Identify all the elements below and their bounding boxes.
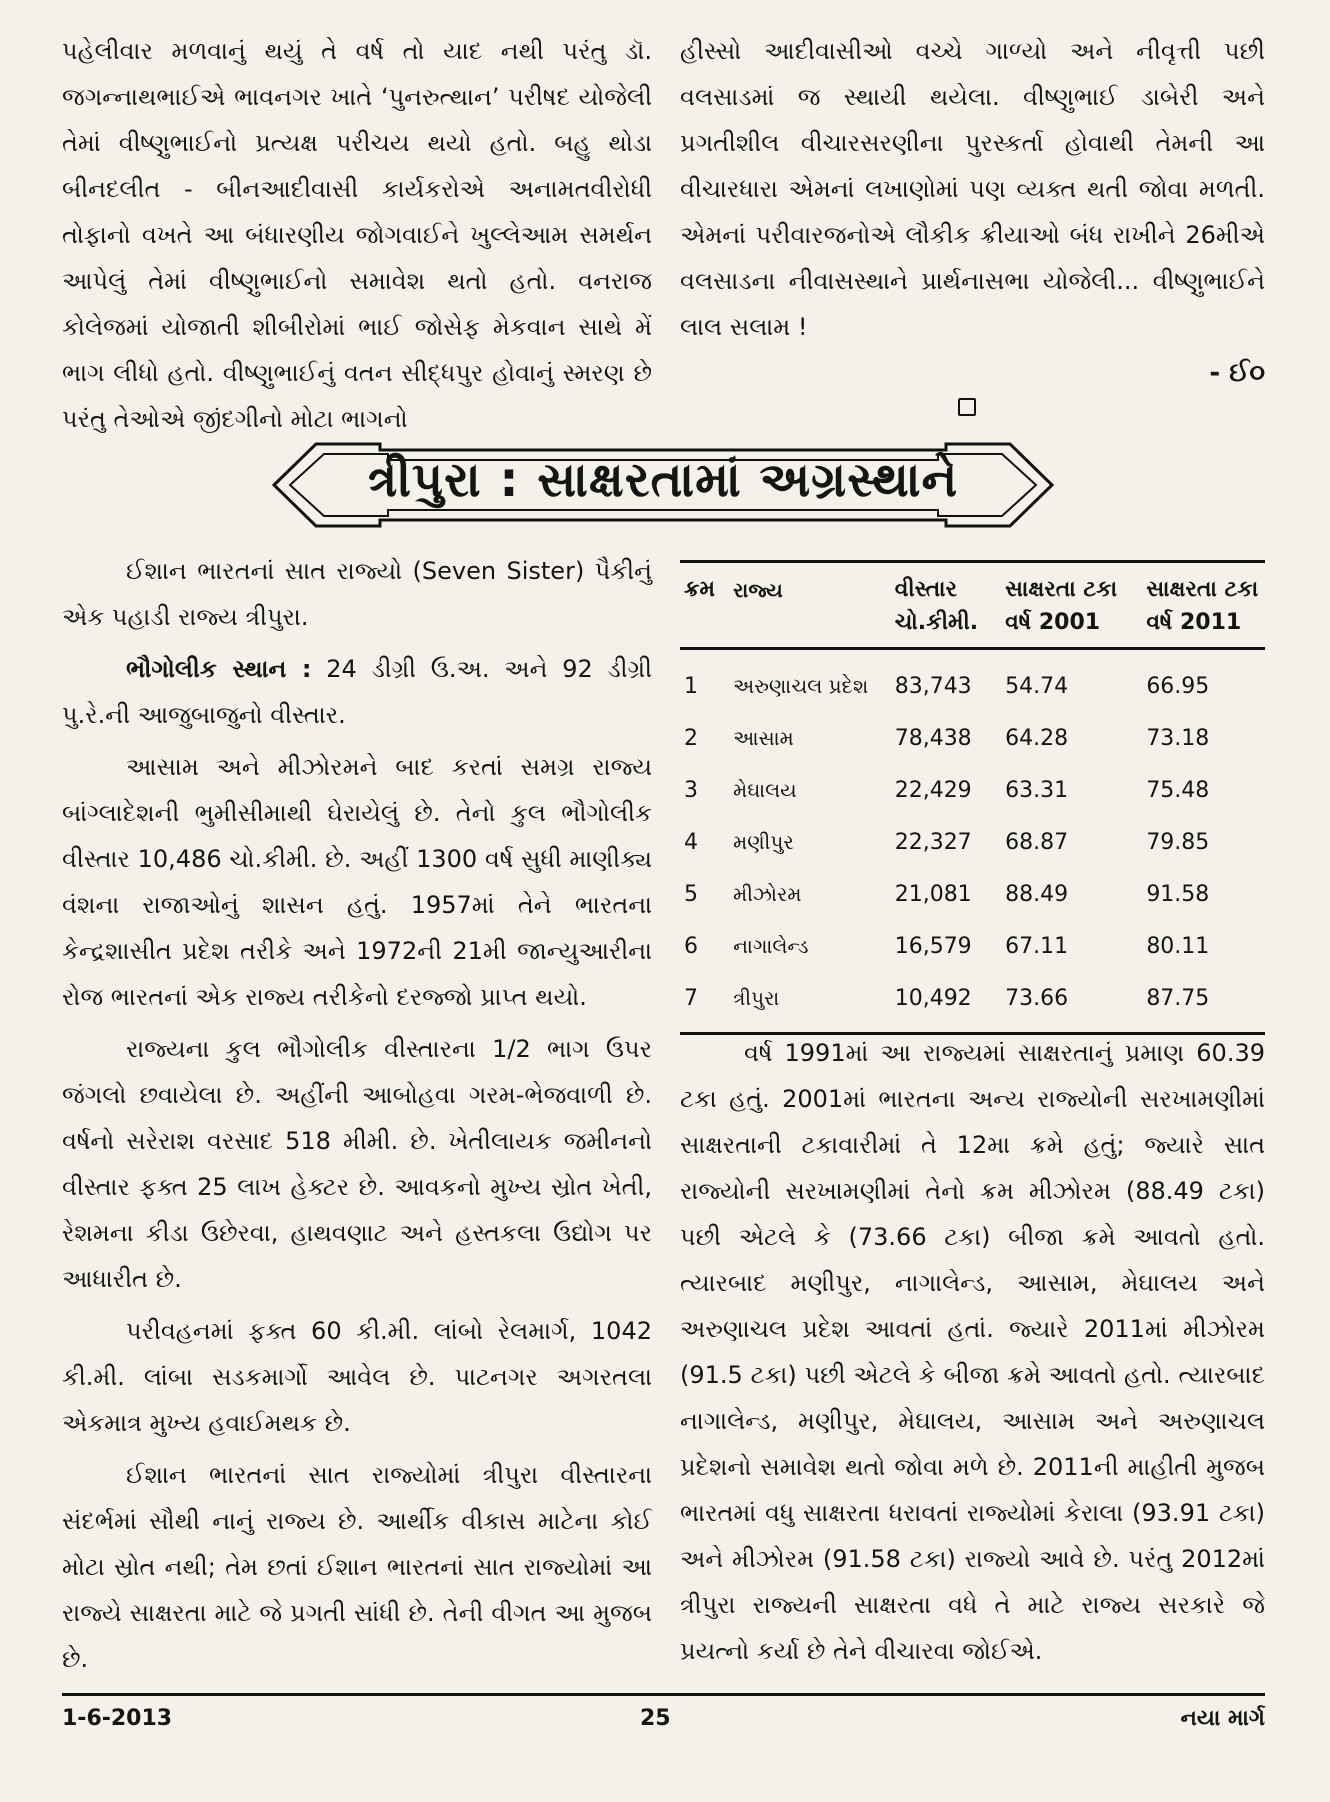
row-rank: 4 <box>684 829 698 855</box>
row-state: ત્રીપુરા <box>729 972 891 1034</box>
end-of-article-box-icon <box>958 398 976 416</box>
row-rank: 6 <box>684 933 698 959</box>
geo-label: ભૌગોલીક સ્થાન : <box>126 655 312 683</box>
page-number: 25 <box>640 1706 671 1731</box>
geo-text: 24 ડીગ્રી ઉ.અ. અને 92 ડીગ્રી પુ.રે.ની આજુબાજુનો વીસ્તાર. <box>62 655 652 729</box>
footer-date: 1-6-2013 <box>62 1706 173 1731</box>
header-rank: ક્રમ <box>680 562 729 603</box>
borders-paragraph: આસામ અને મીઝોરમને બાદ કરતાં સમગ્ર રાજ્ય બાંગ્લાદેશની ભુમીસીમાથી ઘેરાયેલું છે. તેનો કુલ ભૌગોલીક વીસ્તાર 10,486 ચો.કીમી. છે. અહીં 1300 વર્ષ સુધી માણીક્ય વંશના રાજાઓનું શાસન હતું. 1957માં તેને ભારતના કેન્દ્રશાસીત પ્રદેશ તરીકે અને 1972ની 21મી જાન્યુઆરીના રોજ ભારતનાં એક રાજ્ય તરીકેનો દરજ્જો પ્રાપ્ત થયો. <box>62 753 652 1011</box>
literacy-table <box>680 560 1265 1035</box>
top-left-column <box>62 28 652 442</box>
row-area: 21,081 <box>894 881 972 907</box>
row-literacy-2011: 73.18 <box>1146 725 1210 751</box>
table-row <box>680 712 1265 764</box>
subheader-area-unit: ચો.કીમી. <box>891 602 1001 649</box>
intro-paragraph: ઈશાન ભારતનાં સાત રાજ્યો (Seven Sister) પૈકીનું એક પહાડી રાજ્ય ત્રીપુરા. <box>62 557 652 631</box>
table-subheader-row <box>680 602 1265 649</box>
literacy-intro-paragraph: ઈશાન ભારતનાં સાત રાજ્યોમાં ત્રીપુરા વીસ્તારના સંદર્ભમાં સૌથી નાનું રાજ્ય છે. આર્થીક વીકાસ માટેના કોઈ મોટા સ્રોત નથી; તેમ છતાં ઈશાન ભારતનાં સાત રાજ્યોમાં આ રાજ્યે સાક્ષરતા માટે જે પ્રગતી સાંધી છે. તેની વીગત આ મુજબ છે. <box>62 1461 652 1673</box>
magazine-name: નયા માર્ગ <box>1180 1706 1265 1731</box>
row-literacy-2011: 91.58 <box>1146 881 1210 907</box>
row-rank: 1 <box>684 673 698 699</box>
row-literacy-2001: 63.31 <box>1005 777 1069 803</box>
top-left-paragraph: પહેલીવાર મળવાનું થયું તે વર્ષ તો યાદ નથી પરંતુ ડૉ. જગન્નાથભાઈએ ભાવનગર ખાતે ‘પુનરુત્થાન’ પરીષદ યોજેલી તેમાં વીષ્ણુભાઈનો પ્રત્યક્ષ પરીચય થયો હતો. બહુ થોડા બીનદલીત - બીનઆદીવાસી કાર્યકરોએ અનામતવીરોધી તોફાનો વખતે આ બંધારણીય જોગવાઈને ખુલ્લેઆમ સમર્થન આપેલું તેમાં વીષ્ણુભાઈનો સમાવેશ થતો હતો. વનરાજ કોલેજમાં યોજાતી શીબીરોમાં ભાઈ જોસેફ મેકવાન સાથે મેં ભાગ લીધો હતો. વીષ્ણુભાઈનું વતન સીદ્ધપુર હોવાનું સ્મરણ છે પરંતુ તેઓએ જીંદગીનો મોટા ભાગનો <box>62 37 652 433</box>
row-literacy-2001: 67.11 <box>1005 933 1069 959</box>
bottom-right-column <box>680 1030 1265 1674</box>
row-area: 83,743 <box>894 673 972 699</box>
subheader-state <box>729 602 891 649</box>
row-area: 16,579 <box>894 933 972 959</box>
article-title: ત્રીપુરા : સાક્ષરતામાં અગ્રસ્થાને <box>367 452 959 508</box>
table-row <box>680 649 1265 713</box>
top-right-paragraph: હીસ્સો આદીવાસીઓ વચ્ચે ગાળ્યો અને નીવૃત્તી પછી વલસાડમાં જ સ્થાયી થયેલા. વીષ્ણુભાઈ ડાબેરી અને પ્રગતીશીલ વીચારસરણીના પુરસ્કર્તા હોવાથી તેમની આ વીચારધારા એમનાં લખાણોમાં પણ વ્યક્ત થતી જોવા મળતી. એમનાં પરીવારજનોએ લૌકીક ક્રીયાઓ બંધ રાખીને 26મીએ વલસાડના નીવાસસ્થાને પ્રાર્થનાસભા યોજેલી... વીષ્ણુભાઈને લાલ સલામ ! <box>680 37 1265 341</box>
row-literacy-2011: 66.95 <box>1146 673 1210 699</box>
row-state: મેઘાલય <box>733 778 797 802</box>
row-literacy-2001: 73.66 <box>1001 972 1142 1034</box>
row-area: 10,492 <box>891 972 1001 1034</box>
row-rank: 3 <box>684 777 698 803</box>
geo-paragraph <box>62 646 652 738</box>
forest-paragraph: રાજ્યના કુલ ભૌગોલીક વીસ્તારના 1/2 ભાગ ઉપર જંગલો છવાયેલા છે. અહીંની આબોહવા ગરમ-ભેજવાળી છે. વર્ષનો સરેરાશ વરસાદ 518 મીમી. છે. ખેતીલાયક જમીનનો વીસ્તાર ફક્ત 25 લાખ હેક્ટર છે. આવકનો મુખ્ય સ્રોત ખેતી, રેશમના કીડા ઉછેરવા, હાથવણાટ અને હસ્તકલા ઉદ્યોગ પર આધારીત છે. <box>62 1035 652 1293</box>
row-area: 22,327 <box>894 829 972 855</box>
row-area: 22,429 <box>894 777 972 803</box>
table-row <box>680 868 1265 920</box>
transport-paragraph: પરીવહનમાં ફક્ત 60 કી.મી. લાંબો રેલમાર્ગ, 1042 કી.મી. લાંબા સડકમાર્ગો આવેલ છે. પાટનગર અગરતલા એકમાત્ર મુખ્ય હવાઈમથક છે. <box>62 1317 652 1437</box>
row-literacy-2011: 87.75 <box>1142 972 1265 1034</box>
subheader-rank <box>680 602 729 649</box>
row-literacy-2011: 79.85 <box>1146 829 1210 855</box>
row-literacy-2001: 64.28 <box>1005 725 1069 751</box>
header-literacy-2001: સાક્ષરતા ટકા <box>1001 562 1142 603</box>
row-literacy-2011: 80.11 <box>1146 933 1210 959</box>
row-state: મણીપુર <box>733 830 794 854</box>
literacy-rank-paragraph: વર્ષ 1991માં આ રાજ્યમાં સાક્ષરતાનું પ્રમાણ 60.39 ટકા હતું. 2001માં ભારતના અન્ય રાજ્યોની સરખામણીમાં સાક્ષરતાની ટકાવારીમાં તે 12મા ક્રમે હતું; જ્યારે સાત રાજ્યોની સરખામણીમાં તેનો ક્રમ મીઝોરમ (88.49 ટકા) પછી એટલે કે (73.66 ટકા) બીજા ક્રમે આવતો હતો. ત્યારબાદ મણીપુર, નાગાલેન્ડ, આસામ, મેઘાલય અને અરુણાચલ પ્રદેશ આવતાં હતાં. જ્યારે 2011માં મીઝોરમ (91.5 ટકા) પછી એટલે કે બીજા ક્રમે આવતો હતો. ત્યારબાદ નાગાલેન્ડ, મણીપુર, મેઘાલય, આસામ અને અરુણાચલ પ્રદેશનો સમાવેશ થતો જોવા મળે છે. 2011ની માહીતી મુજબ ભારતમાં વધુ સાક્ષરતા ધરાવતાં રાજ્યોમાં કેરાલા (93.91 ટકા) અને મીઝોરમ (91.58 ટકા) રાજ્યો આવે છે. પરંતુ 2012માં ત્રીપુરા રાજ્યની સાક્ષરતા વધે તે માટે રાજ્ય સરકારે જે પ્રયત્નો કર્યા છે તેને વીચારવા જોઈએ. <box>680 1039 1265 1665</box>
row-state: આસામ <box>733 726 794 750</box>
row-rank: 7 <box>680 972 729 1034</box>
row-literacy-2001: 54.74 <box>1005 673 1069 699</box>
table-row <box>680 972 1265 1034</box>
table-header-row <box>680 562 1265 603</box>
header-area: વીસ્તાર <box>891 562 1001 603</box>
header-state: રાજ્ય <box>729 562 891 603</box>
subheader-year-2001: વર્ષ 2001 <box>1001 602 1142 649</box>
article-signature: - ઈ૦ <box>1209 358 1265 388</box>
footer-divider <box>62 1693 1265 1696</box>
row-state: મીઝોરમ <box>733 882 802 906</box>
row-state: અરુણાચલ પ્રદેશ <box>733 674 869 698</box>
table-row <box>680 816 1265 868</box>
row-rank: 2 <box>684 725 698 751</box>
title-banner <box>268 430 1058 540</box>
row-state: નાગાલેન્ડ <box>733 934 809 958</box>
table-row <box>680 920 1265 972</box>
bottom-left-column <box>62 548 652 1682</box>
subheader-year-2011: વર્ષ 2011 <box>1142 602 1265 649</box>
header-literacy-2011: સાક્ષરતા ટકા <box>1142 562 1265 603</box>
row-literacy-2011: 75.48 <box>1146 777 1210 803</box>
top-right-column <box>680 28 1265 396</box>
table-row <box>680 764 1265 816</box>
row-area: 78,438 <box>894 725 972 751</box>
row-literacy-2001: 68.87 <box>1005 829 1069 855</box>
row-literacy-2001: 88.49 <box>1005 881 1069 907</box>
row-rank: 5 <box>684 881 698 907</box>
